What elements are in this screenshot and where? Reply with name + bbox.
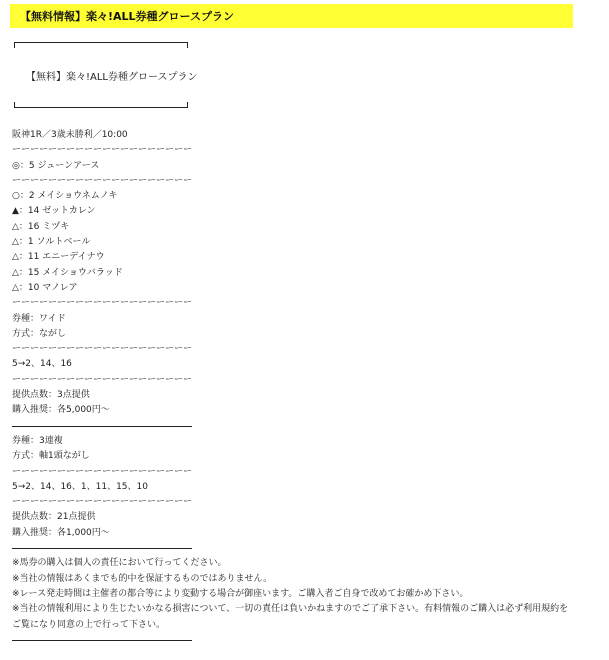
honmei-pick: ◎：5 ジューンアース — [12, 160, 100, 171]
note-line: ※当社の情報利用により生じたいかなる損害について、一切の責任は負いかねますのでご了承下さい。有料情報のご購入は必ず利用規約を — [12, 604, 569, 615]
dash-divider: ーーーーーーーーーーーーーーーーーーーー — [12, 344, 193, 355]
solid-divider — [12, 633, 592, 648]
dash-divider: ーーーーーーーーーーーーーーーーーーーー — [12, 145, 193, 156]
note-line: ※馬券の購入は個人の責任において行ってください。 — [12, 558, 227, 569]
dash-divider: ーーーーーーーーーーーーーーーーーーーー — [12, 374, 193, 385]
frame-title: 【無料】楽々!ALL券種グロースプラン — [26, 72, 198, 83]
dash-divider: ーーーーーーーーーーーーーーーーーーーー — [12, 298, 193, 309]
pick-line: ▲：14 ゼットカレン — [12, 206, 96, 217]
ticket2-points: 提供点数：21点提供 — [12, 512, 96, 523]
note-line: ご覧になり同意の上で行って下さい。 — [12, 619, 166, 630]
pick-line: △：15 メイショウバラッド — [12, 267, 123, 278]
header-title: 【無料情報】楽々!ALL券種グロースプラン — [20, 10, 234, 23]
pick-line: △：1 ソルトベール — [12, 237, 91, 248]
ticket2-combo: 5→2、14、16、1、11、15、10 — [12, 481, 148, 492]
ticket1-points: 提供点数：3点提供 — [12, 390, 90, 401]
solid-divider — [12, 419, 592, 434]
frame-top-bracket — [14, 42, 188, 48]
article-body — [12, 128, 592, 648]
pick-line: △：16 ミヅキ — [12, 221, 70, 232]
race-info: 阪神1R／3歳未勝利／10:00 — [12, 130, 128, 140]
ticket2-method: 方式：軸1頭ながし — [12, 451, 90, 462]
solid-divider — [12, 541, 592, 556]
ticket1-combo: 5→2、14、16 — [12, 359, 72, 370]
header-banner — [10, 4, 573, 28]
dash-divider: ーーーーーーーーーーーーーーーーーーーー — [12, 175, 193, 186]
ticket1-method: 方式：ながし — [12, 328, 67, 339]
frame-bottom-bracket — [14, 102, 188, 108]
title-frame — [14, 42, 198, 108]
ticket1-type: 券種：ワイド — [12, 313, 66, 324]
ticket2-type: 券種：3連複 — [12, 435, 63, 446]
note-line: ※レース発走時間は主催者の都合等により変動する場合が御座います。ご購入者ご自身で改めてお確かめ下さい。 — [12, 588, 469, 599]
note-line: ※当社の情報はあくまでも的中を保証するものではありません。 — [12, 573, 273, 584]
pick-line: ○：2 メイショウネムノキ — [12, 191, 118, 202]
ticket1-stake: 購入推奨：各5,000円〜 — [12, 405, 110, 416]
ticket2-stake: 購入推奨：各1,000円〜 — [12, 527, 110, 538]
dash-divider: ーーーーーーーーーーーーーーーーーーーー — [12, 466, 193, 477]
pick-line: △：11 エニーデイナウ — [12, 252, 105, 263]
pick-line: △：10 マノレア — [12, 282, 78, 293]
dash-divider: ーーーーーーーーーーーーーーーーーーーー — [12, 497, 193, 508]
